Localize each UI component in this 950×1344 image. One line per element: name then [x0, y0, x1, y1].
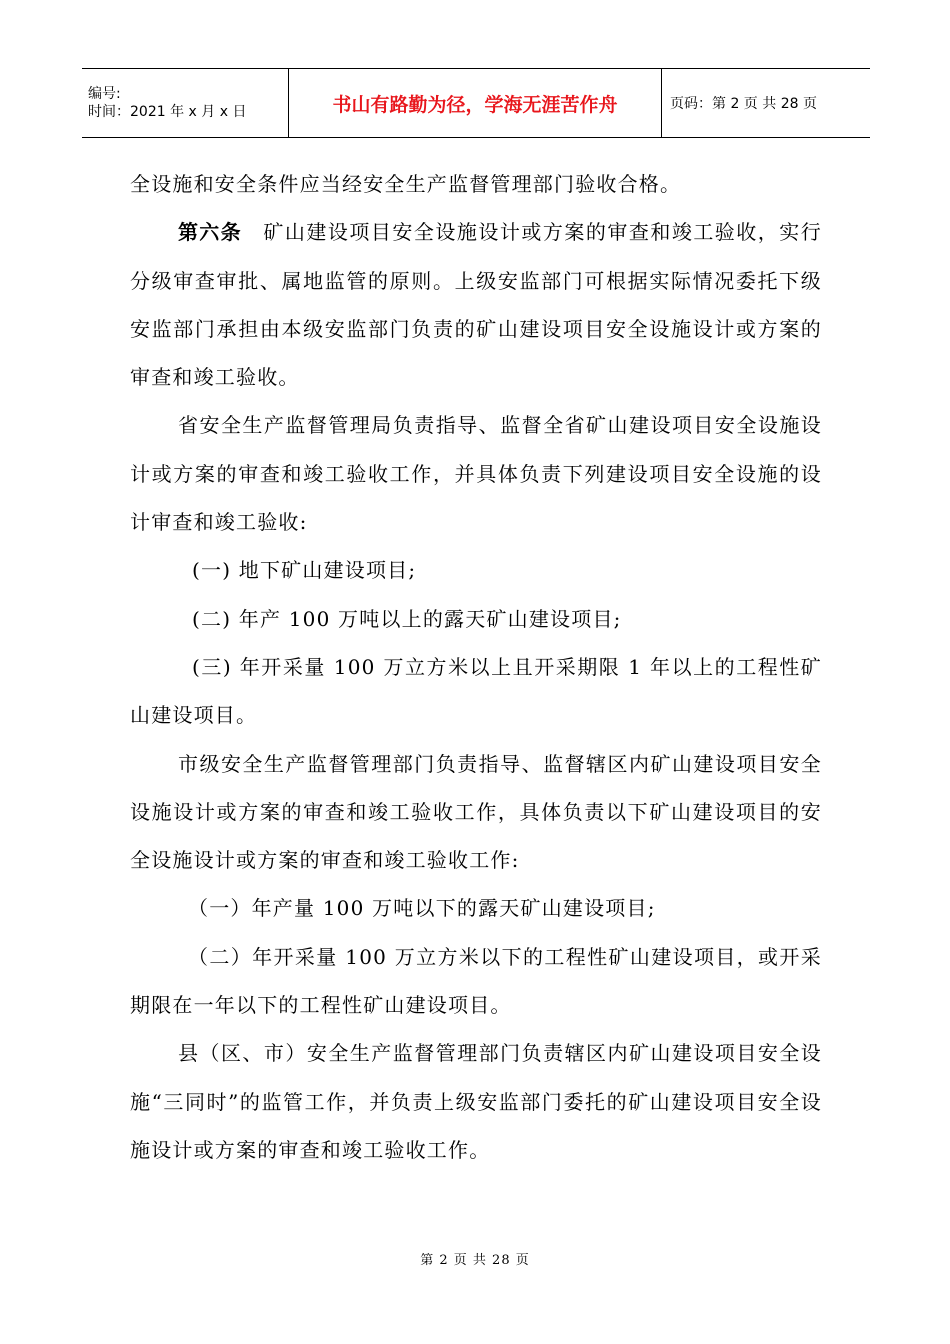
serial-label: 编号: — [88, 86, 121, 102]
paragraph: 市级安全生产监督管理部门负责指导、监督辖区内矿山建设项目安全设施设计或方案的审查和竣工验收工作，具体负责以下矿山建设项目的安全设施设计或方案的审查和竣工验收工作: — [130, 751, 822, 873]
article-text: 矿山建设项目安全设施设计或方案的审查和竣工验收，实行分级审查审批、属地监管的原则。上级安监部门可根据实际情况委托下级安监部门承担由本级安监部门负责的矿山建设项目安全设施设计或方案的审查和竣工验收。 — [130, 220, 822, 390]
paragraph: 全设施和安全条件应当经安全生产监督管理部门验收合格。 — [130, 172, 682, 196]
paragraph: 县（区、市）安全生产监督管理部门负责辖区内矿山建设项目安全设施“三同时”的监管工作，并负责上级安监部门委托的矿山建设项目安全设施设计或方案的审查和竣工验收工作。 — [130, 1041, 822, 1162]
header-page-label: 页码：第 2 页 共 28 页 — [670, 96, 817, 112]
article-heading: 第六条 — [178, 220, 242, 245]
date-label: 时间：2021 年 x 月 x 日 — [88, 104, 247, 120]
list-item: (一) 地下矿山建设项目; — [192, 558, 417, 583]
paragraph: 省安全生产监督管理局负责指导、监督全省矿山建设项目安全设施设计或方案的审查和竣工验收工作，并具体负责下列建设项目安全设施的设计审查和竣工验收: — [130, 413, 822, 535]
document-body — [130, 160, 822, 1174]
header-motto: 书山有路勤为径，学海无涯苦作舟 — [289, 69, 662, 137]
page-header — [82, 68, 870, 138]
list-item: (三) 年开采量 100 万立方米以上且开采期限 1 年以上的工程性矿山建设项目。 — [130, 654, 822, 728]
page-footer: 第 2 页 共 28 页 — [420, 1253, 530, 1268]
list-item: (二) 年产 100 万吨以上的露天矿山建设项目; — [192, 606, 622, 631]
list-item: （二）年开采量 100 万立方米以下的工程性矿山建设项目，或开采期限在一年以下的工程性矿山建设项目。 — [130, 944, 822, 1018]
list-item: （一）年产量 100 万吨以下的露天矿山建设项目; — [188, 896, 656, 921]
header-meta — [82, 69, 289, 137]
article-paragraph — [130, 208, 822, 401]
